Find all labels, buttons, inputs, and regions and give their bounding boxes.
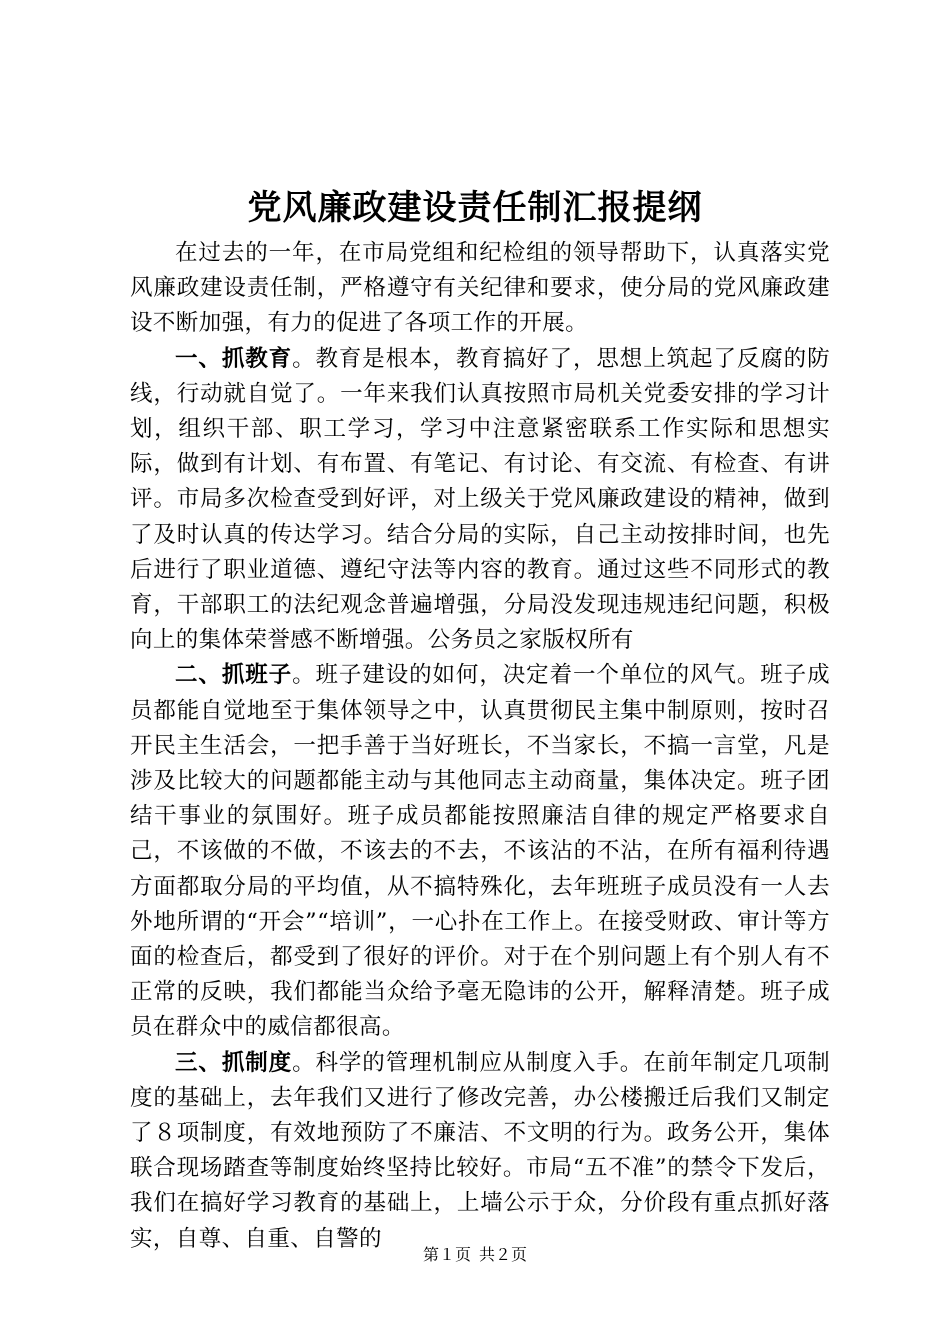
document-body (130, 236, 830, 1257)
document-title: 党风廉政建设责任制汇报提纲 (247, 188, 703, 228)
section-heading-leadership: 二、抓班子 (175, 662, 293, 689)
page-number: 第１页 (422, 1245, 471, 1264)
paragraph-education (130, 342, 830, 659)
paragraph-leadership (130, 658, 830, 1045)
paragraph-text: 。班子建设的如何，决定着一个单位的风气。班子成员都能自觉地至于集体领导之中，认真贯彻民主集中制原则，按时召开民主生活会，一把手善于当好班长，不当家长，不搞一言堂，凡是涉及比较大的问题都能主动与其他同志主动商量，集体决定。班子团结干事业的氛围好。班子成员都能按照廉洁自律的规定严格要求自己，不该做的不做，不该去的不去，不该沾的不沾，在所有福利待遇方面都取分局的平均值，从不搞特殊化，去年班班子成员没有一人去外地所谓的“开会”“培训”，一心扑在工作上。在接受财政、审计等方面的检查后，都受到了很好的评价。对于在个别问题上有个别人有不正常的反映，我们都能当众给予毫无隐讳的公开，解释清楚。班子成员在群众中的威信都很高。 (130, 662, 830, 1041)
paragraph-text: 。科学的管理机制应从制度入手。在前年制定几项制度的基础上，去年我们又进行了修改完善，办公楼搬迁后我们又制定了８项制度，有效地预防了不廉洁、不文明的行为。政务公开，集体联合现场踏查等制度始终坚持比较好。市局“五不准”的禁令下发后，我们在搞好学习教育的基础上，上墙公示于众，分价段有重点抓好落实，自尊、自重、自警的 (130, 1049, 830, 1252)
section-heading-education: 一、抓教育 (175, 345, 293, 372)
paragraph-system (130, 1046, 830, 1257)
paragraph-text: 在过去的一年，在市局党组和纪检组的领导帮助下，认真落实党风廉政建设责任制，严格遵守有关纪律和要求，使分局的党风廉政建设不断加强，有力的促进了各项工作的开展。 (130, 240, 830, 337)
paragraph-text: 。教育是根本，教育搞好了，思想上筑起了反腐的防线，行动就自觉了。一年来我们认真按照市局机关党委安排的学习计划，组织干部、职工学习，学习中注意紧密联系工作实际和思想实际，做到有计划、有布置、有笔记、有讨论、有交流、有检查、有讲评。市局多次检查受到好评，对上级关于党风廉政建设的精神，做到了及时认真的传达学习。结合分局的实际，自己主动按排时间，也先后进行了职业道德、遵纪守法等内容的教育。通过这些不同形式的教育，干部职工的法纪观念普遍增强，分局没发现违规违纪问题，积极向上的集体荣誉感不断增强。公务员之家版权所有 (130, 345, 830, 654)
page-footer (0, 1244, 950, 1266)
page-total: 共２页 (479, 1245, 528, 1264)
section-heading-system: 三、抓制度 (175, 1049, 293, 1076)
paragraph-intro (130, 236, 830, 342)
